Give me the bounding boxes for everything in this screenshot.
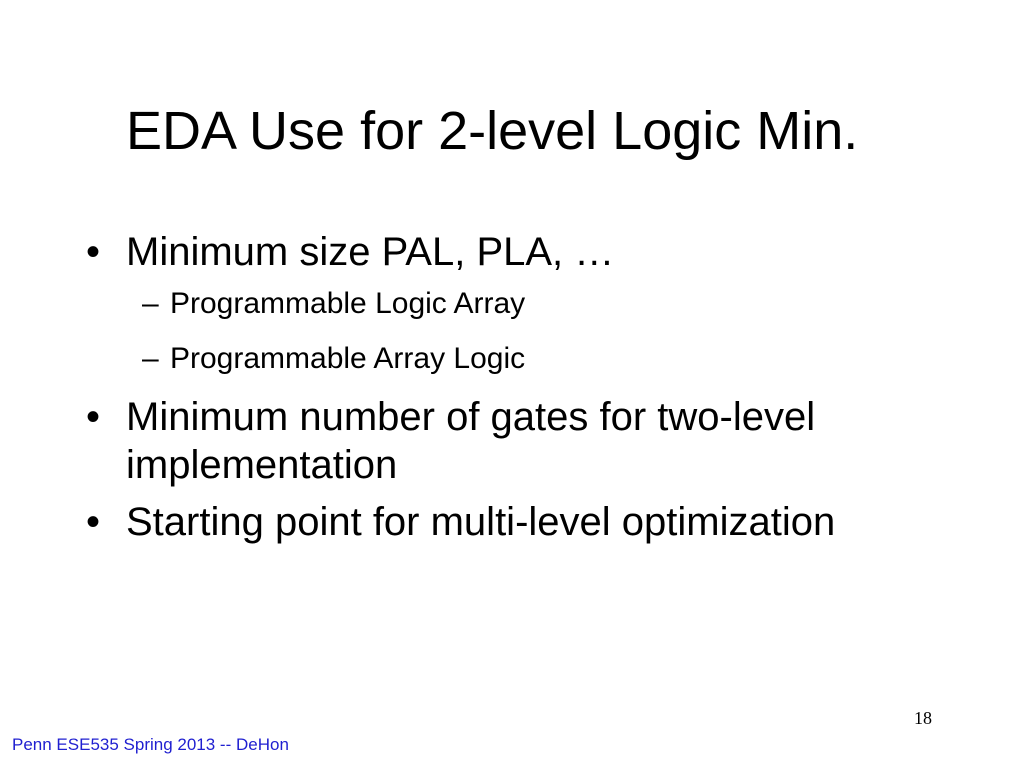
slide-footer: Penn ESE535 Spring 2013 -- DeHon xyxy=(12,735,289,754)
slide-content xyxy=(84,228,964,555)
sub-bullet-text: Programmable Array Logic xyxy=(170,342,526,375)
bullet-marker: • xyxy=(86,395,101,439)
sub-bullet-text: Programmable Logic Array xyxy=(170,287,526,320)
bullet-marker: • xyxy=(86,500,101,544)
bullet-item xyxy=(84,393,964,489)
sub-bullet-item xyxy=(84,285,964,323)
bullet-item xyxy=(84,498,964,546)
page-number: 18 xyxy=(914,708,932,728)
bullet-text: Starting point for multi-level optimization xyxy=(126,500,836,544)
bullet-text: Minimum size PAL, PLA, … xyxy=(126,230,615,274)
bullet-marker: • xyxy=(86,230,101,274)
bullet-item xyxy=(84,228,964,276)
slide-title: EDA Use for 2-level Logic Min. xyxy=(126,101,859,161)
sub-bullet-marker: – xyxy=(142,287,159,320)
sub-bullet-item xyxy=(84,340,964,378)
sub-bullet-marker: – xyxy=(142,342,159,375)
bullet-text: Minimum number of gates for two-level implementation xyxy=(126,395,816,487)
